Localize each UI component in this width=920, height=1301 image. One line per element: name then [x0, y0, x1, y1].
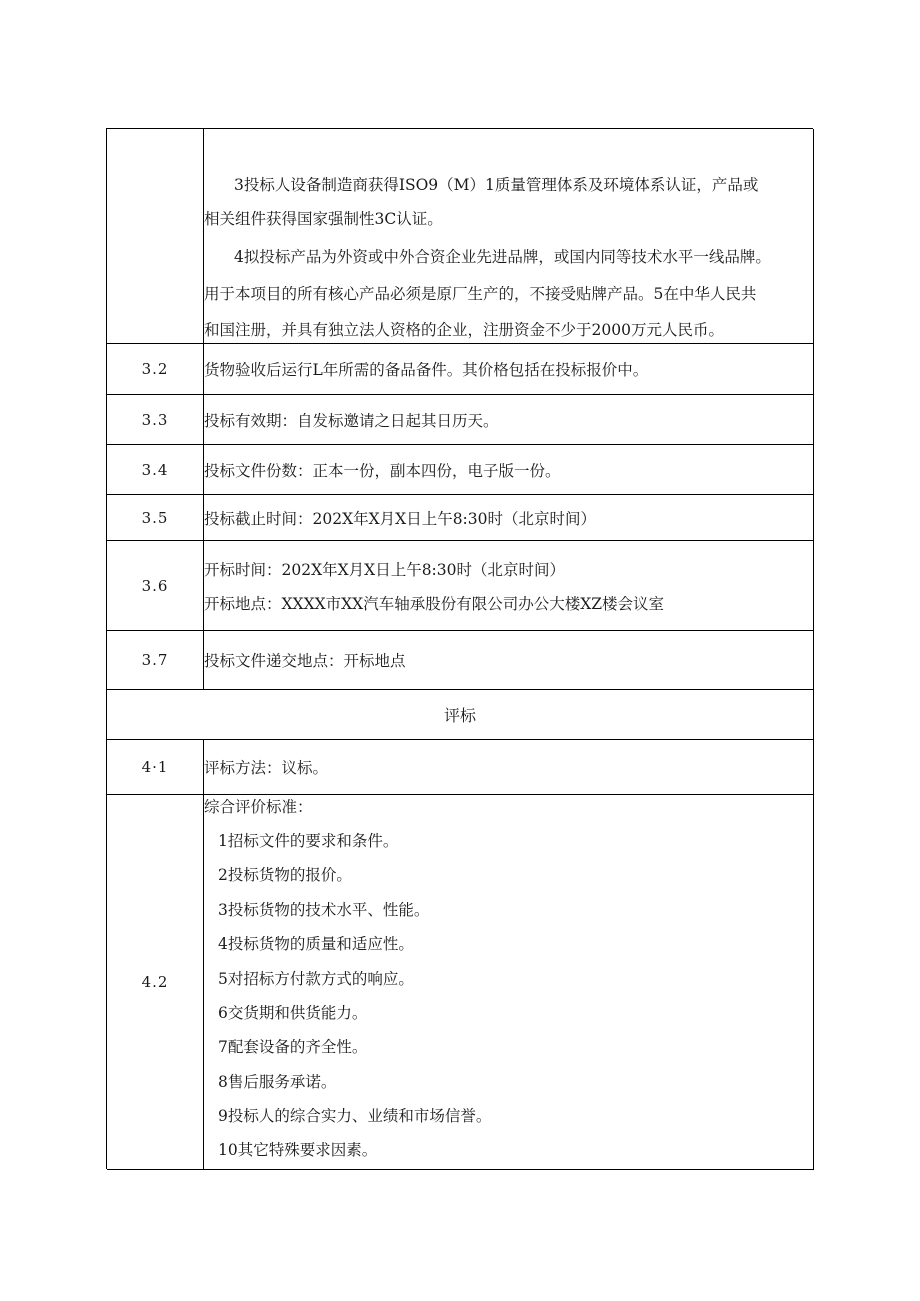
row-content-cell [204, 129, 814, 343]
list-item: 3投标货物的技术水平、性能。 [218, 901, 430, 919]
list-item: 9投标人的综合实力、业绩和市场信誉。 [218, 1107, 492, 1125]
paragraph-line: 和国注册，并具有独立法人资格的企业，注册资金不少于2000万元人民币。 [204, 321, 724, 339]
row-number: 3.4 [107, 445, 204, 494]
criteria-heading: 综合评价标准： [204, 798, 313, 816]
list-item: 2投标货物的报价。 [218, 866, 352, 884]
table-row [107, 129, 814, 344]
paragraph-line: 用于本项目的所有核心产品必须是原厂生产的，不接受贴牌产品。5在中华人民共 [204, 285, 757, 303]
row-number: 4.2 [107, 795, 204, 1169]
paragraph-line: 相关组件获得国家强制性3C认证。 [204, 210, 443, 228]
table-row [107, 445, 814, 495]
row-text: 评标方法：议标。 [204, 759, 329, 777]
paragraph-line: 3投标人设备制造商获得ISO9（M）1质量管理体系及环境体系认证，产品或 [234, 176, 759, 194]
table-row [107, 495, 814, 541]
row-number: 3.3 [107, 395, 204, 444]
row-number: 3.6 [107, 541, 204, 630]
row-text: 投标文件递交地点：开标地点 [204, 652, 406, 670]
section-title: 评标 [107, 690, 814, 739]
row-number: 4·1 [107, 740, 204, 794]
table-row [107, 740, 814, 795]
row-number: 3.7 [107, 631, 204, 689]
list-item: 5对招标方付款方式的响应。 [218, 970, 414, 988]
row-text: 货物验收后运行L年所需的备品备件。其价格包括在投标报价中。 [204, 361, 649, 379]
row-text: 投标有效期：自发标邀请之日起其日历天。 [204, 411, 499, 430]
list-item: 10其它特殊要求因素。 [218, 1141, 378, 1159]
table-row [107, 631, 814, 690]
row-number-cell [107, 129, 204, 343]
list-item: 4投标货物的质量和适应性。 [218, 935, 414, 953]
bid-info-table [106, 128, 813, 1169]
list-item: 6交货期和供货能力。 [218, 1004, 368, 1022]
list-item: 8售后服务承诺。 [218, 1073, 337, 1091]
section-header-row [107, 690, 814, 740]
row-text: 投标文件份数：正本一份，副本四份，电子版一份。 [204, 461, 561, 480]
table-row [107, 395, 814, 445]
table-row [107, 541, 814, 631]
row-number: 3.2 [107, 344, 204, 394]
row-number: 3.5 [107, 495, 204, 540]
table-row [107, 795, 814, 1170]
list-item: 7配套设备的齐全性。 [218, 1038, 368, 1056]
table-row [107, 344, 814, 395]
row-text: 投标截止时间：202X年X月X日上午8:30时（北京时间） [204, 509, 596, 528]
list-item: 1招标文件的要求和条件。 [218, 832, 399, 850]
opening-location: 开标地点：XXXX市XX汽车轴承股份有限公司办公大楼XZ楼会议室 [204, 595, 665, 613]
paragraph-line: 4拟投标产品为外资或中外合资企业先进品牌，或国内同等技术水平一线品牌。 [234, 248, 771, 266]
opening-time: 开标时间：202X年X月X日上午8:30时（北京时间） [204, 561, 565, 579]
